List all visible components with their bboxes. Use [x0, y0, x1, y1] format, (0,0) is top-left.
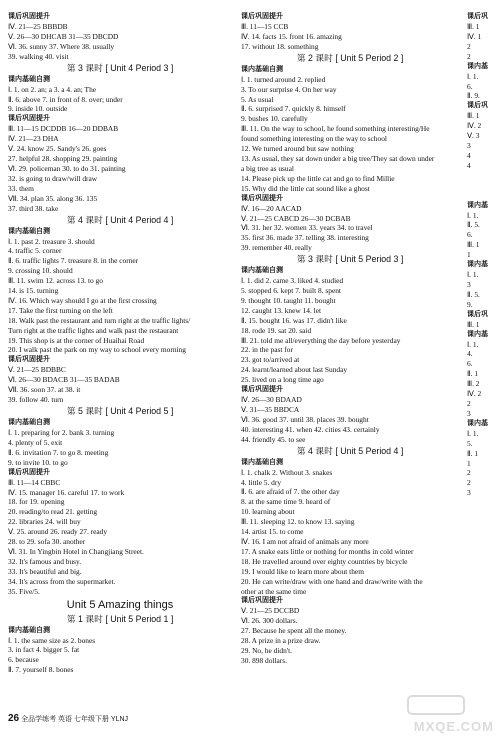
answer-line: Ⅳ. 2	[467, 121, 482, 131]
answer-line: Ⅱ. 1	[467, 448, 479, 458]
answer-line: 9. to invite 10. to go	[8, 457, 68, 467]
answer-line: 37. third 38. take	[8, 203, 59, 213]
answer-line: 4.	[467, 349, 473, 359]
answer-line: 13. As usual, they sat down under a big tree/They sat down under	[241, 153, 435, 163]
answer-line: 8. at the same time 9. heard of	[241, 497, 331, 507]
answer-line: Ⅰ. 1. preparing for 2. bank 3. turning	[8, 428, 115, 437]
answer-line: Ⅱ. 6. above 7. in front of 8. over; under	[8, 94, 123, 104]
section-heading: 课后巩	[467, 13, 488, 20]
answer-line: 17. A snake eats little or nothing for months in cold winter	[241, 546, 414, 556]
answer-line: 3	[467, 488, 471, 498]
answer-line: 22. libraries 24. will buy	[8, 517, 81, 527]
answer-line: 33. them	[8, 183, 34, 193]
answer-line: Ⅴ. 31—35 BBDCA	[241, 405, 300, 414]
answer-line: Ⅴ. 24. know 25. Sandy's 26. goes	[8, 144, 107, 154]
answer-line: 4. traffic 5. corner	[8, 246, 62, 256]
answer-line: Ⅲ. 11—15 DCDDB 16—20 DDBAB	[8, 124, 119, 134]
period-header: 第 2 课时 [ Unit 5 Period 2 ]	[296, 52, 404, 63]
answer-line: 15. Why did the little cat sound like a ghost	[241, 183, 370, 193]
answer-line: 27. Because he spent all the money.	[241, 626, 347, 636]
answer-line: Ⅳ. 15. manager 16. careful 17. to work	[8, 487, 125, 497]
answer-line: Ⅰ. 1. did 2. came 3. liked 4. studied	[241, 276, 344, 286]
answer-line: Ⅴ. 21—25 DCCBD	[241, 606, 300, 616]
answer-line: 9. inside 10. outside	[8, 104, 68, 114]
answer-line: Ⅳ. 1	[467, 31, 482, 41]
answer-line: 30. 898 dollars.	[241, 655, 287, 665]
answer-line: 3	[467, 408, 471, 418]
answer-line	[467, 181, 500, 191]
answer-line: 9.	[467, 299, 473, 309]
answer-line: 3	[467, 279, 471, 289]
section-heading: 课后巩	[467, 102, 488, 110]
answer-line: Ⅰ. 1. past 2. treasure 3. should	[8, 236, 95, 246]
period-header: 第 4 课时 [ Unit 4 Period 4 ]	[66, 214, 174, 225]
answer-line: Ⅵ. 31. In Yingbin Hotel in Changjiang Street.	[8, 546, 144, 556]
answer-line: 2	[467, 41, 471, 51]
section-heading: 课内基础自测	[8, 227, 50, 235]
answer-line: 6. because	[8, 655, 39, 665]
answer-line: Ⅰ. 1. the same size as 2. bones	[8, 635, 96, 645]
answer-line: 3. in fact 4. bigger 5. fat	[8, 645, 80, 655]
answer-line: Ⅱ. 15. bought 16. was 17. didn't like	[241, 315, 347, 325]
answer-line: 2	[467, 468, 471, 478]
period-header: 第 4 课时 [ Unit 5 Period 4 ]	[296, 445, 404, 456]
answer-line: Ⅲ. 1	[467, 319, 480, 329]
answer-line: 10. learning about	[241, 507, 295, 517]
section-heading: 课后巩固提升	[241, 194, 283, 202]
section-heading: 课后巩	[467, 310, 488, 318]
answer-line: Ⅵ. 31. her 32. women 33. years 34. to travel	[241, 223, 373, 233]
answer-line: 2	[467, 478, 471, 488]
answer-line: 3	[467, 141, 471, 151]
section-heading: 课内基	[467, 261, 488, 269]
section-heading: 课后巩固提升	[8, 13, 50, 20]
answer-column-right-partial	[467, 12, 500, 498]
answer-line: Ⅶ. 36. soon 37. at 38. it	[8, 385, 81, 395]
answer-line: Ⅱ. 5.	[467, 220, 480, 230]
answer-line: Ⅴ. 25. around 26. ready 27. ready	[8, 527, 108, 537]
answer-line: Ⅳ. 2	[467, 389, 482, 399]
answer-line: Ⅵ. 26. 300 dollars.	[241, 616, 298, 626]
answer-line: 29. No, he didn't.	[241, 646, 293, 656]
answer-line: 20. reading/to read 21. getting	[8, 507, 98, 517]
answer-line: Ⅲ. 11—15 CCB	[241, 22, 289, 31]
answer-line: 4	[467, 150, 471, 160]
answer-line: 9. thought 10. taught 11. bought	[241, 295, 336, 305]
section-heading: 课内基	[467, 330, 488, 338]
answer-line: 27. helpful 28. shopping 29. painting	[8, 154, 118, 164]
answer-line: 12. caught 13. knew 14. let	[241, 305, 322, 315]
answer-line: Ⅳ. 16. I am not afraid of animals any more	[241, 536, 369, 546]
answer-line: Ⅰ. 1. chalk 2. Without 3. snakes	[241, 467, 333, 477]
answer-line: 32. is going to draw/will draw	[8, 173, 98, 183]
section-heading: 课后巩固提升	[8, 115, 50, 123]
answer-line: Ⅶ. 34. plan 35. along 36. 135	[8, 193, 98, 203]
answer-line: Ⅴ. 3	[467, 131, 480, 141]
answer-line: 28. to 29. sofa 30. another	[8, 537, 86, 547]
answer-line: 5. As usual	[241, 94, 274, 104]
answer-line: 9. crossing 10. should	[8, 266, 73, 276]
answer-line: 18. He travelled around over eighty countries by bicycle	[241, 556, 408, 566]
answer-line: 9. bushes 10. carefully	[241, 114, 308, 124]
answer-line: 5. stopped 6. kept 7. built 8. spent	[241, 286, 341, 296]
answer-line: 4. little 5. dry	[241, 477, 282, 487]
section-heading: 课内基	[467, 201, 488, 209]
answer-line: Ⅱ. 6. invitation 7. to go 8. meeting	[8, 447, 109, 457]
watermark-icon	[406, 694, 466, 716]
answer-line: Ⅰ. 1.	[467, 210, 479, 220]
answer-line: Ⅱ. 7. yourself 8. bones	[8, 665, 74, 675]
answer-line: Ⅱ. 5.	[467, 289, 480, 299]
answer-line: 1	[467, 458, 471, 468]
period-header: 第 3 课时 [ Unit 5 Period 3 ]	[296, 254, 404, 265]
answer-line: Ⅰ. 1. on 2. an; a 3. a 4. an; The	[8, 84, 97, 94]
answer-line: Ⅵ. 36. sunny 37. Where 38. usually	[8, 41, 115, 51]
answer-line: 5.	[467, 438, 473, 448]
answer-line: a big tree as usual	[241, 163, 294, 173]
answer-line: 22. in the past for	[241, 345, 293, 355]
answer-line: Ⅰ. 1.	[467, 270, 479, 280]
answer-line: 23. got to/arrived at	[241, 355, 300, 365]
section-heading: 课内基础自测	[8, 626, 50, 634]
answer-line: 40. interesting 41. when 42. cities 43. certainly	[241, 424, 380, 434]
answer-line: 2	[467, 399, 471, 408]
answer-line: Ⅱ. 6. are afraid of 7. the other day	[241, 487, 340, 497]
section-heading: 课内基	[467, 62, 488, 70]
answer-line: Ⅰ. 1.	[467, 71, 479, 81]
answer-column-left	[8, 12, 232, 675]
answer-line: Ⅰ. 1.	[467, 339, 479, 349]
answer-line: 18. rode 19. sat 20. said	[241, 325, 312, 335]
answer-line: 2	[467, 51, 471, 61]
answer-line: 39. follow 40. turn	[8, 395, 64, 405]
section-heading: 课内基础自测	[241, 65, 283, 73]
answer-line: Ⅲ. 1	[467, 240, 480, 250]
answer-line: Ⅱ. 9.	[467, 91, 480, 101]
answer-line: Ⅱ. 6. surprised 7. quickly 8. himself	[241, 104, 346, 114]
answer-line: 6.	[467, 359, 473, 369]
answer-line: Ⅴ. 21—25 CABCD 26—30 DCBAB	[241, 213, 351, 223]
answer-line: other at the same time	[241, 586, 307, 596]
answer-line: 32. It's famous and busy.	[8, 556, 82, 566]
answer-line: 4. plenty of 5. exit	[8, 437, 63, 447]
answer-line: Ⅳ. 21—23 DHA	[8, 134, 59, 144]
section-heading: 课后巩固提升	[241, 386, 283, 394]
section-heading: 课后巩固提升	[8, 468, 50, 476]
answer-line: 18. for 19. opening	[8, 497, 65, 507]
answer-line: Ⅲ. 1	[467, 111, 480, 121]
section-heading: 课后巩固提升	[8, 356, 50, 364]
answer-line: 33. It's beautiful and big.	[8, 566, 82, 576]
answer-line: found something interesting on the way to school	[241, 134, 387, 144]
answer-line: 17. Take the first turning on the left	[8, 305, 113, 315]
answer-line: Ⅲ. 11—14 CBBC	[8, 477, 61, 487]
answer-line: 19. I would like to learn more about them	[241, 566, 364, 576]
unit-title: Unit 5 Amazing things	[66, 598, 174, 611]
answer-line: Ⅵ. 26—30 BDACB 31—35 BADAB	[8, 375, 120, 385]
answer-line: 17. without 18. something	[241, 41, 319, 51]
section-heading: 课后巩固提升	[241, 597, 283, 605]
answer-line: Ⅳ. 16—20 AACAD	[241, 203, 302, 213]
answer-line: 35. first 36. made 37. telling 38. interesting	[241, 233, 369, 243]
answer-line: 14. artist 15. to come	[241, 527, 304, 537]
section-heading: 课内基础自测	[8, 75, 50, 83]
answer-line: 34. It's across from the supermarket.	[8, 576, 116, 586]
answer-line: Ⅳ. 16. Which way should I go at the first crossing	[8, 295, 157, 305]
answer-line: Ⅳ. 26—30 BDAAD	[241, 395, 302, 405]
watermark-logo	[406, 694, 494, 734]
section-heading: 课后巩固提升	[241, 13, 283, 20]
answer-column-middle	[241, 12, 459, 666]
answer-line: 39. remember 40. really	[241, 243, 312, 253]
answer-line: Ⅲ. 11. swim 12. across 13. to go	[8, 276, 103, 286]
answer-line: Ⅵ. 36. good 37. until 38. places 39. bought	[241, 414, 369, 424]
answer-line: 6.	[467, 81, 473, 91]
answer-line: 14. is 15. turning	[8, 286, 59, 296]
answer-line: 12. We turned around but saw nothing	[241, 144, 354, 154]
answer-line: 4	[467, 160, 471, 170]
answer-line: 14. Please pick up the little cat and go to find Millie	[241, 173, 395, 183]
answer-line: 44. friendly 45. to see	[241, 434, 306, 444]
period-header: 第 5 课时 [ Unit 4 Period 5 ]	[66, 406, 174, 416]
answer-line: Ⅴ. 21—25 BDBBC	[8, 365, 66, 375]
answer-line: 28. A prize in a prize draw.	[241, 636, 321, 646]
answer-line	[467, 191, 500, 201]
answer-line: 20. He can write/draw with one hand and draw/write with the	[241, 576, 423, 586]
period-header: 第 3 课时 [ Unit 4 Period 3 ]	[66, 62, 174, 73]
answer-line: Ⅲ. 2	[467, 379, 480, 389]
section-heading: 课内基	[467, 419, 488, 427]
section-heading: 课内基础自测	[8, 419, 50, 426]
answer-line: Ⅰ. 1. turned around 2. replied	[241, 74, 326, 84]
book-series-label: 全品学练考 英语 七年级下册 YLNJ	[21, 716, 129, 723]
answer-line: 39. walking 40. visit	[8, 51, 69, 61]
watermark-text: MXQE.COM	[413, 719, 494, 734]
answer-line: Ⅰ. 1.	[467, 428, 479, 438]
answer-line: Ⅳ. 14. facts 15. front 16. amazing	[241, 31, 342, 41]
answer-line: Ⅳ. 21—25 BBBDB	[8, 22, 68, 31]
page-footer	[8, 713, 128, 724]
answer-line	[467, 171, 500, 181]
answer-line: 19. This shop is at the corner of Huaihai Road	[8, 335, 145, 345]
section-heading: 课内基础自测	[241, 267, 283, 275]
answer-line: 35. Five/5.	[8, 586, 40, 596]
period-header: 第 1 课时 [ Unit 5 Period 1 ]	[66, 613, 174, 624]
answer-line: 25. lived on a long time ago	[241, 375, 324, 385]
answer-line: Ⅲ. 1	[467, 22, 480, 31]
section-heading: 课内基础自测	[241, 458, 283, 466]
answer-line: Ⅵ. 29. policeman 30. to do 31. painting	[8, 163, 126, 173]
answer-line: 3. To our surprise 4. On her way	[241, 84, 337, 94]
answer-line: 20. I walk past the park on my way to school every morning	[8, 345, 186, 355]
answer-line: 18. Walk past the restaurant and turn right at the traffic lights/	[8, 315, 191, 325]
answer-line: Ⅲ. 21. told me all/everything the day before yesterday	[241, 335, 401, 345]
answer-line: Ⅲ. 11. sleeping 12. to know 13. saying	[241, 517, 355, 527]
answer-line: Ⅲ. 11. On the way to school, he found something interesting/He	[241, 124, 430, 134]
answer-line: 1	[467, 250, 471, 260]
answer-line: Ⅱ. 1	[467, 369, 479, 379]
answer-line: Ⅴ. 26—30 DHCAB 31—35 DBCDD	[8, 31, 119, 41]
answer-line: 24. learnt/learned about last Sunday	[241, 365, 348, 375]
page-number: 26	[8, 713, 20, 724]
answer-line: Ⅱ. 6. traffic lights 7. treasure 8. in the corner	[8, 256, 139, 266]
answer-line: Turn right at the traffic lights and walk past the restaurant	[8, 325, 179, 335]
answer-line: 6.	[467, 230, 473, 240]
